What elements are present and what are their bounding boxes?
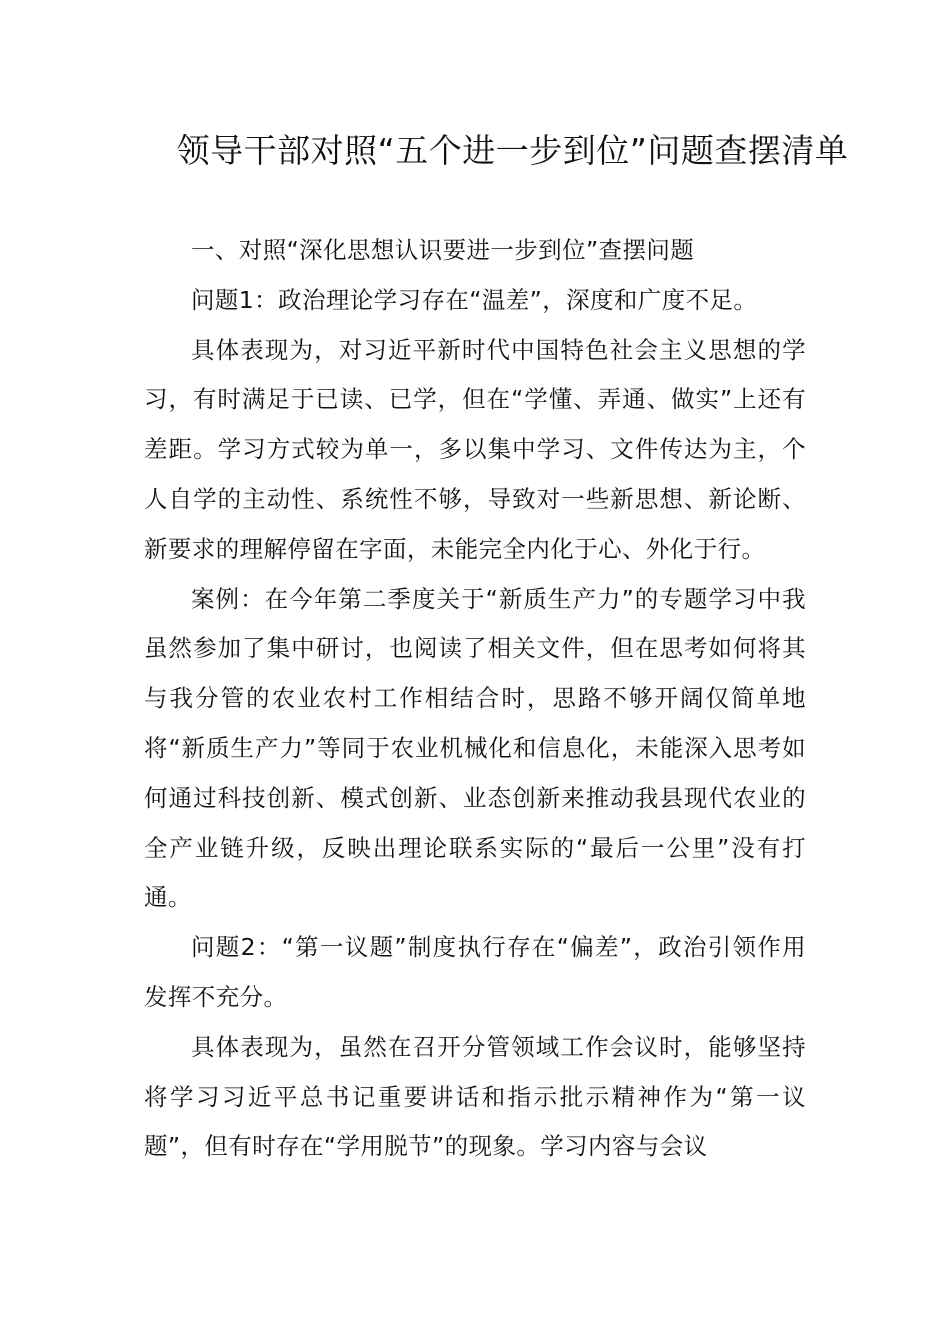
section-heading: 一、对照“深化思想认识要进一步到位”查摆问题 xyxy=(191,236,695,264)
problem-1-heading: 问题1：政治理论学习存在“温差”，深度和广度不足。 xyxy=(191,285,758,314)
problem-2-description: 具体表现为，虽然在召开分管领域工作会议时，能够坚持将学习习近平总书记重要讲话和指示批示精神作为“第一议题”，但有时存在“学用脱节”的现象。学习内容与会议 xyxy=(144,1032,806,1161)
problem-2-heading: 问题2：“第一议题”制度执行存在“偏差”，政治引领作用发挥不充分。 xyxy=(144,933,806,1011)
document-title: 领导干部对照“五个进一步到位”问题查摆清单 xyxy=(176,131,849,170)
document-body xyxy=(144,226,806,1172)
problem-1-case: 案例：在今年第二季度关于“新质生产力”的专题学习中我虽然参加了集中研讨，也阅读了相关文件，但在思考如何将其与我分管的农业农村工作相结合时，思路不够开阔仅简单地将“新质生产力”等同于农业机械化和信息化，未能深入思考如何通过科技创新、模式创新、业态创新来推动我县现代农业的全产业链升级，反映出理论联系实际的“最后一公里”没有打通。 xyxy=(144,584,806,912)
problem-1-description: 具体表现为，对习近平新时代中国特色社会主义思想的学习，有时满足于已读、已学，但在“学懂、弄通、做实”上还有差距。学习方式较为单一，多以集中学习、文件传达为主，个人自学的主动性、系统性不够，导致对一些新思想、新论断、新要求的理解停留在字面，未能完全内化于心、外化于行。 xyxy=(144,335,806,563)
